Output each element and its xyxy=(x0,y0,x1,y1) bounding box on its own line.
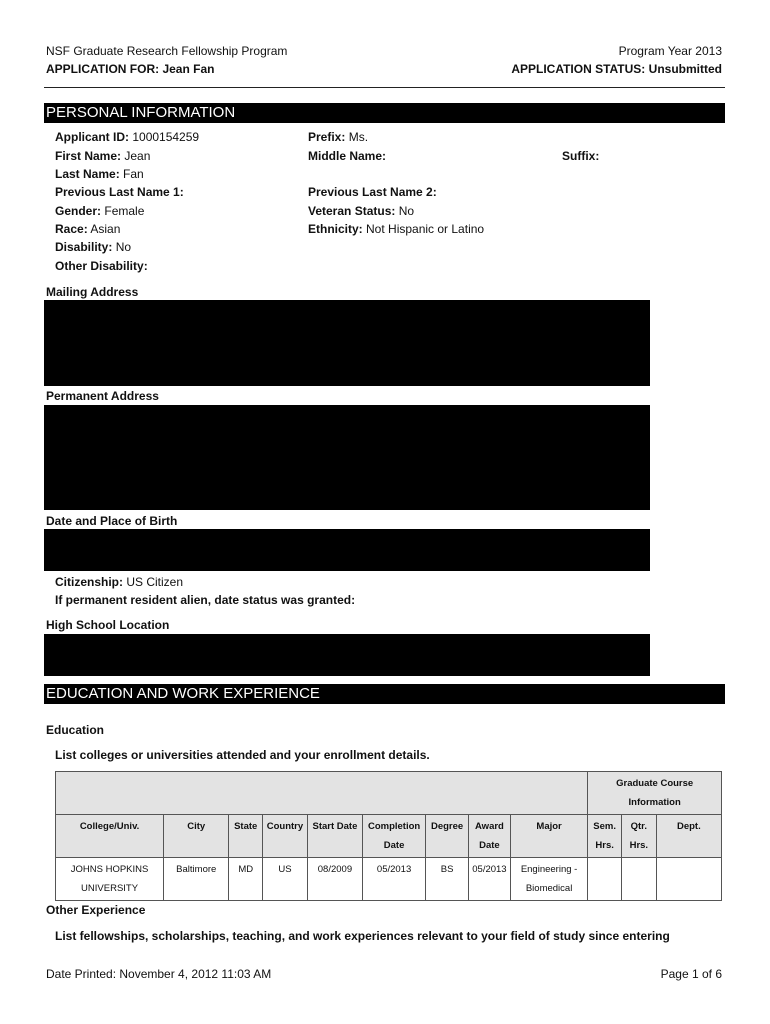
field-label: Veteran Status: xyxy=(308,204,396,218)
field-value: Jean xyxy=(124,149,151,163)
table-header-blank xyxy=(56,772,588,815)
other-experience-subhead: Other Experience xyxy=(46,903,146,917)
date-place-birth-label: Date and Place of Birth xyxy=(46,514,178,528)
education-table xyxy=(55,771,722,901)
field-value: No xyxy=(115,240,132,254)
col-qtr-hrs: Qtr. Hrs. xyxy=(621,815,656,858)
cell-completion-date: 05/2013 xyxy=(362,858,425,901)
field-value: Asian xyxy=(90,222,121,236)
field-value: Ms. xyxy=(348,130,369,144)
middle-name-field xyxy=(308,149,386,163)
mailing-address-redaction xyxy=(44,300,650,386)
permanent-address-redaction xyxy=(44,405,650,510)
cell-college: JOHNS HOPKINS UNIVERSITY xyxy=(56,858,164,901)
field-label: Disability: xyxy=(55,240,113,254)
graduate-course-info-header: Graduate Course Information xyxy=(588,772,722,815)
field-label: Ethnicity: xyxy=(308,222,363,236)
other-disability-field xyxy=(55,259,148,273)
previous-last-name-1-field xyxy=(55,185,184,199)
field-label: Suffix: xyxy=(562,149,600,163)
cell-major: Engineering - Biomedical xyxy=(510,858,588,901)
date-printed: Date Printed: November 4, 2012 11:03 AM xyxy=(46,967,272,981)
first-name-field xyxy=(55,149,150,163)
status-value: Unsubmitted xyxy=(648,62,722,76)
birth-redaction xyxy=(44,529,650,571)
col-completion-date: Completion Date xyxy=(362,815,425,858)
cell-start-date: 08/2009 xyxy=(307,858,362,901)
application-for-value: Jean Fan xyxy=(162,62,215,76)
prefix-field xyxy=(308,130,368,144)
gender-field xyxy=(55,204,144,218)
field-label: Applicant ID: xyxy=(55,130,129,144)
cell-award-date: 05/2013 xyxy=(469,858,511,901)
col-country: Country xyxy=(263,815,308,858)
cell-city: Baltimore xyxy=(164,858,229,901)
previous-last-name-2-field xyxy=(308,185,437,199)
cell-state: MD xyxy=(229,858,263,901)
table-row xyxy=(56,858,722,901)
mailing-address-label: Mailing Address xyxy=(46,285,139,299)
field-value: Fan xyxy=(123,167,144,181)
other-experience-instruction: List fellowships, scholarships, teaching, and work experiences relevant to your field of study since entering xyxy=(55,929,670,943)
col-dept: Dept. xyxy=(656,815,721,858)
suffix-field xyxy=(562,149,599,163)
veteran-status-field xyxy=(308,204,414,218)
col-major: Major xyxy=(510,815,588,858)
table-group-header-row xyxy=(56,772,722,815)
col-college: College/Univ. xyxy=(56,815,164,858)
field-label: Prefix: xyxy=(308,130,346,144)
header-rule xyxy=(44,87,725,88)
field-label: Previous Last Name 1: xyxy=(55,185,184,199)
table-header-row xyxy=(56,815,722,858)
cell-degree: BS xyxy=(426,858,469,901)
field-label: Other Disability: xyxy=(55,259,148,273)
section-personal-information: PERSONAL INFORMATION xyxy=(44,103,725,123)
application-for-label: APPLICATION FOR: xyxy=(46,62,160,76)
application-status xyxy=(511,62,722,76)
education-instruction: List colleges or universities attended and your enrollment details. xyxy=(55,748,430,762)
high-school-redaction xyxy=(44,634,650,676)
col-award-date: Award Date xyxy=(469,815,511,858)
cell-qtr-hrs xyxy=(621,858,656,901)
col-state: State xyxy=(229,815,263,858)
page-number: Page 1 of 6 xyxy=(660,967,722,981)
field-label: Middle Name: xyxy=(308,149,387,163)
disability-field xyxy=(55,240,131,254)
citizenship-field xyxy=(55,575,183,589)
field-label: Gender: xyxy=(55,204,102,218)
field-label: Last Name: xyxy=(55,167,120,181)
col-degree: Degree xyxy=(426,815,469,858)
application-for xyxy=(46,62,214,76)
field-value: Not Hispanic or Latino xyxy=(366,222,485,236)
education-subhead: Education xyxy=(46,723,105,737)
field-value: No xyxy=(398,204,415,218)
cell-dept xyxy=(656,858,721,901)
program-name: NSF Graduate Research Fellowship Program xyxy=(46,44,288,58)
field-label: Race: xyxy=(55,222,88,236)
field-value: 1000154259 xyxy=(132,130,200,144)
col-sem-hrs: Sem. Hrs. xyxy=(588,815,622,858)
field-label: Previous Last Name 2: xyxy=(308,185,437,199)
field-label: First Name: xyxy=(55,149,122,163)
permanent-resident-label: If permanent resident alien, date status was granted: xyxy=(55,593,356,607)
ethnicity-field xyxy=(308,222,484,236)
applicant-id-field xyxy=(55,130,199,144)
high-school-location-label: High School Location xyxy=(46,618,170,632)
col-city: City xyxy=(164,815,229,858)
program-year: Program Year 2013 xyxy=(618,44,722,58)
section-education-work: EDUCATION AND WORK EXPERIENCE xyxy=(44,684,725,704)
col-start-date: Start Date xyxy=(307,815,362,858)
field-value: Female xyxy=(104,204,145,218)
last-name-field xyxy=(55,167,144,181)
field-value: US Citizen xyxy=(126,575,184,589)
race-field xyxy=(55,222,120,236)
cell-country: US xyxy=(263,858,308,901)
status-label: APPLICATION STATUS: xyxy=(511,62,646,76)
field-label: Citizenship: xyxy=(55,575,123,589)
cell-sem-hrs xyxy=(588,858,622,901)
permanent-address-label: Permanent Address xyxy=(46,389,159,403)
